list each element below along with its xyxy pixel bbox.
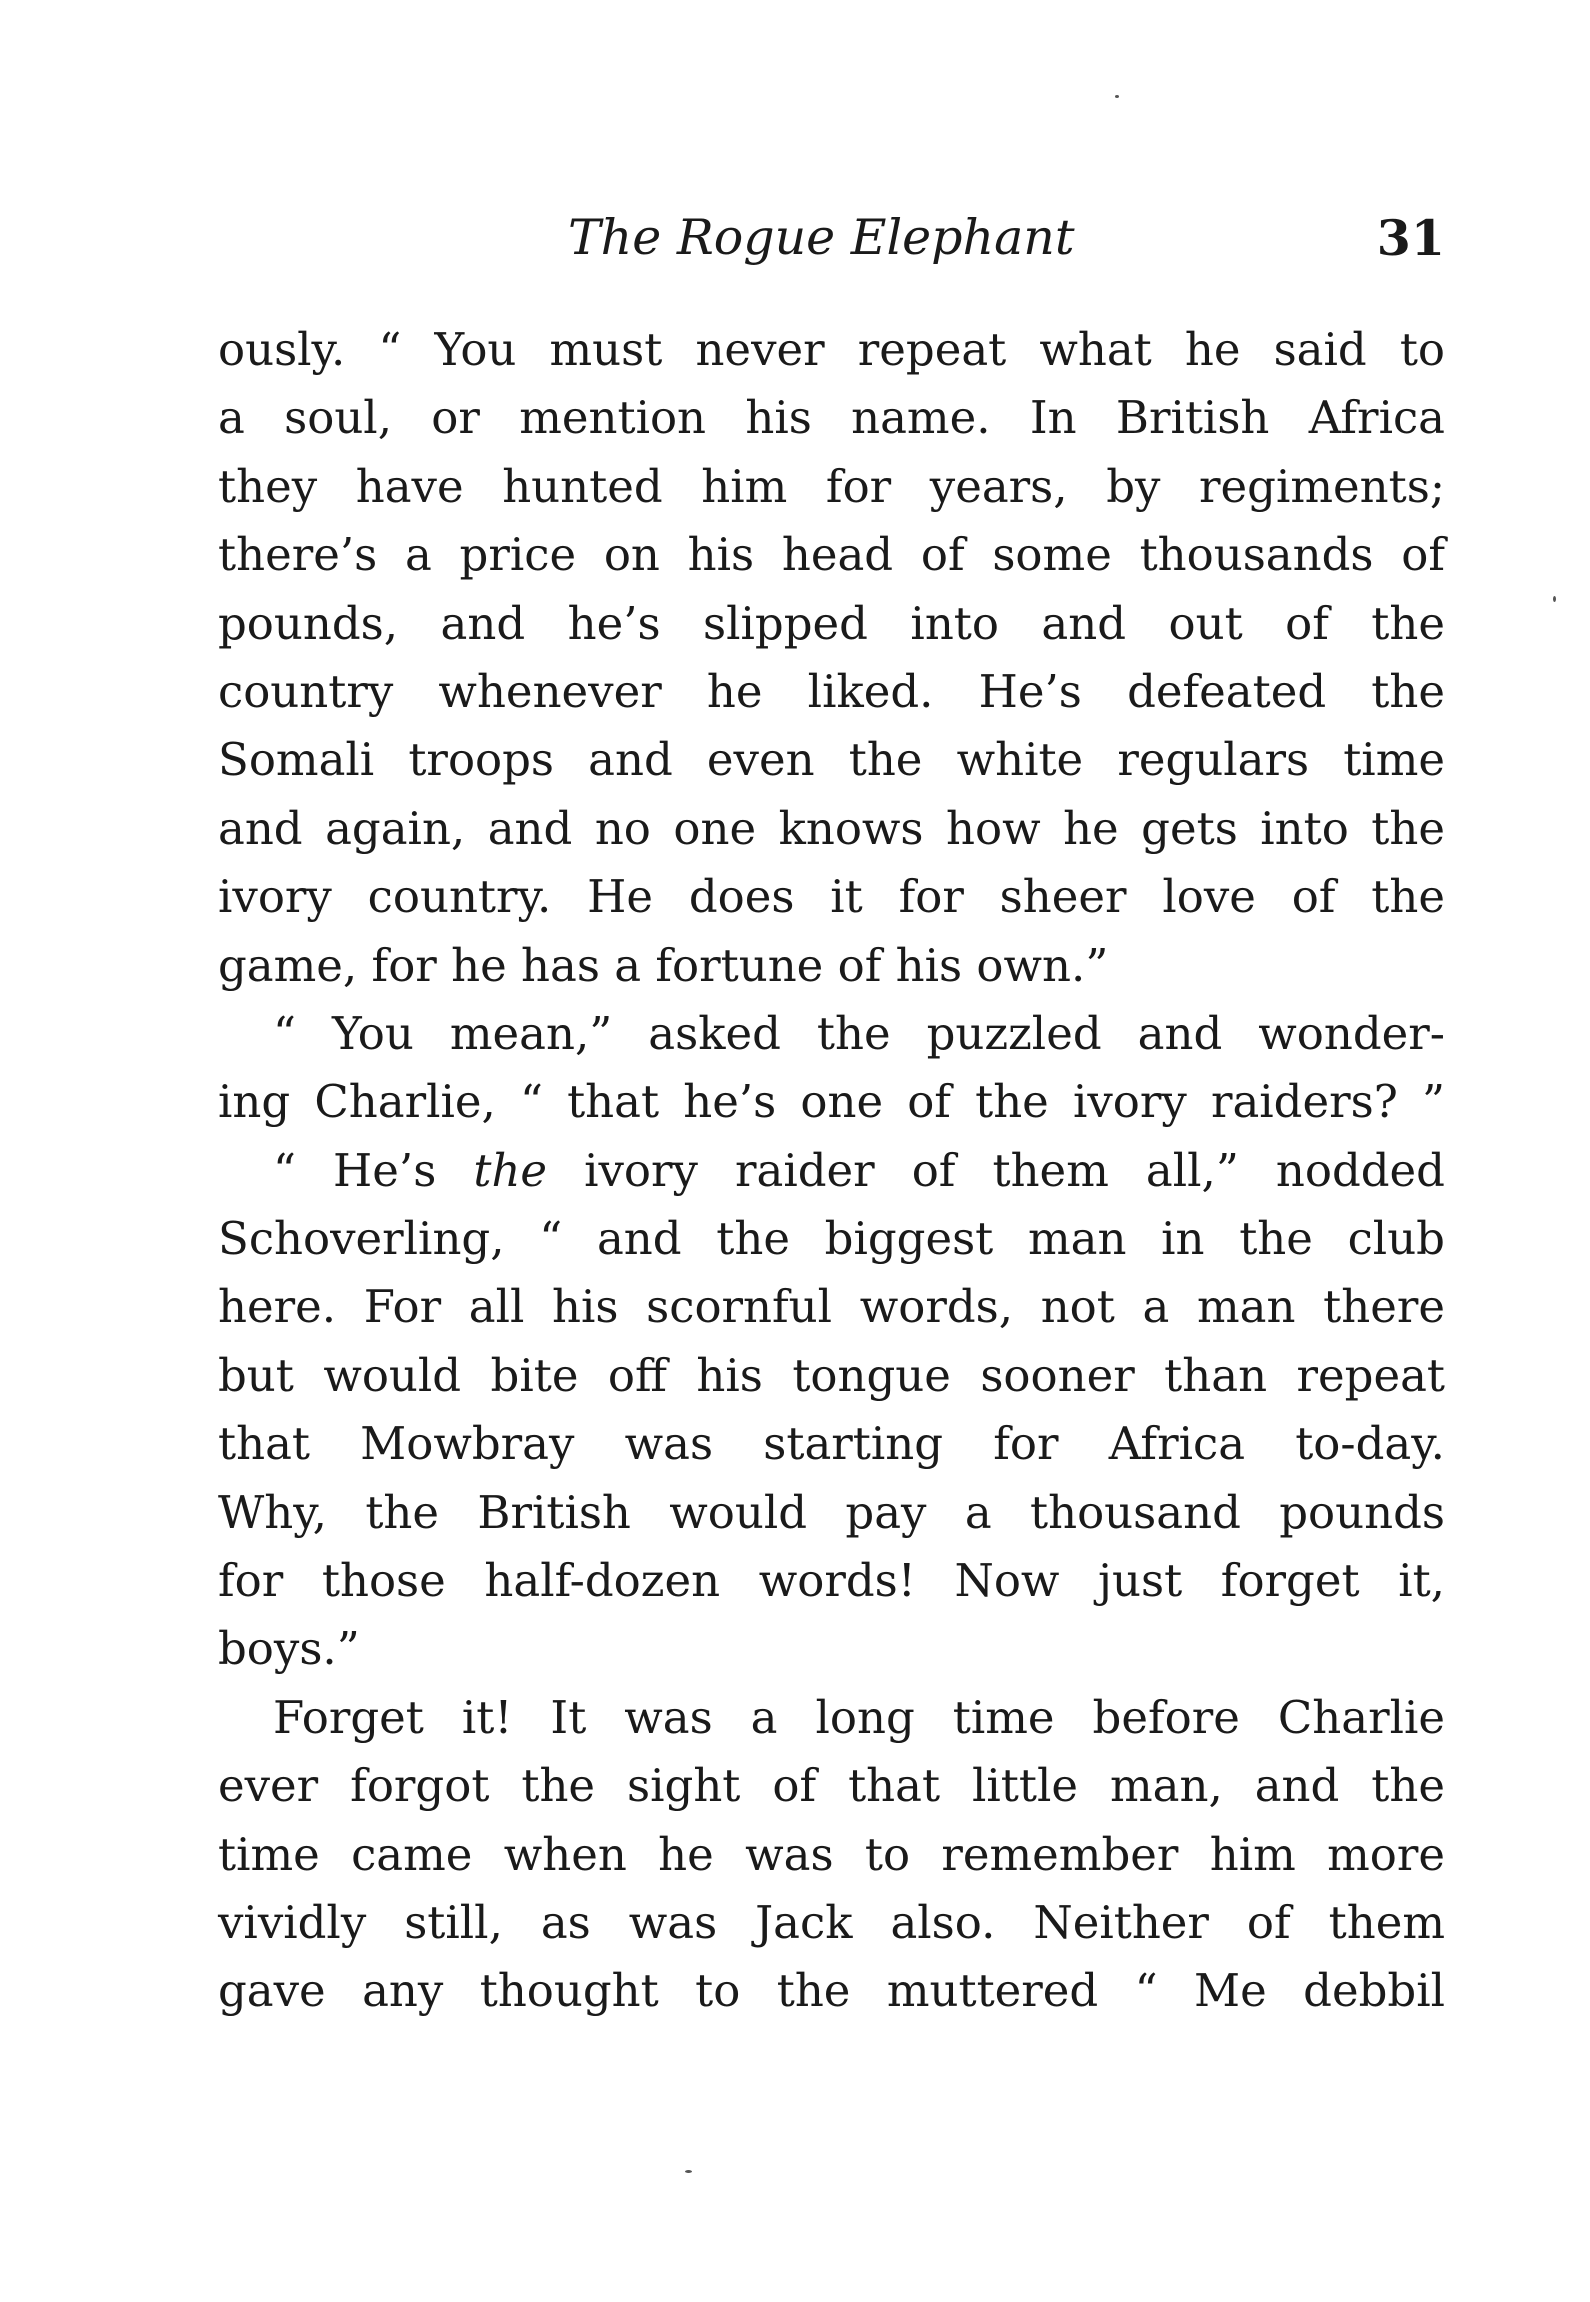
print-speck <box>685 2170 692 2173</box>
print-speck <box>1115 95 1119 98</box>
text-line: that Mowbray was starting for Africa to-day. <box>218 1417 1445 1471</box>
emphasized-word: the <box>473 1143 548 1197</box>
text-segment: ivory raider of them all,” nodded <box>547 1143 1445 1197</box>
text-line <box>218 1137 1445 1205</box>
page-number: 31 <box>1376 209 1445 267</box>
text-line: there’s a price on his head of some thousands of <box>218 528 1445 582</box>
running-title: The Rogue Elephant <box>568 209 1075 266</box>
text-line: pounds, and he’s slipped into and out of the <box>218 596 1445 650</box>
text-line: ever forgot the sight of that little man, and the <box>218 1759 1445 1813</box>
text-line: they have hunted him for years, by regiments; <box>218 459 1445 513</box>
text-line: country whenever he liked. He’s defeated the <box>218 664 1445 718</box>
text-line: ing Charlie, “ that he’s one of the ivory raiders? ” <box>218 1075 1445 1129</box>
text-line: “ You mean,” asked the puzzled and wonder- <box>273 1006 1445 1060</box>
text-line: game, for he has a fortune of his own.” <box>218 938 1109 992</box>
text-line: gave any thought to the muttered “ Me debbil <box>218 1964 1445 2018</box>
print-speck <box>1553 596 1556 602</box>
text-line: and again, and no one knows how he gets into the <box>218 801 1445 855</box>
text-line: a soul, or mention his name. In British Africa <box>218 391 1445 445</box>
text-line: ivory country. He does it for sheer love of the <box>218 870 1445 924</box>
text-line: here. For all his scornful words, not a man there <box>218 1280 1445 1334</box>
text-line: for those half-dozen words! Now just forget it, <box>218 1554 1445 1608</box>
text-line: vividly still, as was Jack also. Neither of them <box>218 1895 1445 1949</box>
text-line: boys.” <box>218 1622 360 1676</box>
text-line: Somali troops and even the white regulars time <box>218 733 1445 787</box>
text-line: ously. “ You must never repeat what he said to <box>218 323 1445 376</box>
text-line: time came when he was to remember him more <box>218 1827 1445 1881</box>
text-line: Schoverling, “ and the biggest man in the club <box>218 1212 1445 1266</box>
text-segment: “ He’s <box>273 1143 474 1197</box>
running-header <box>218 203 1445 273</box>
text-line: Why, the British would pay a thousand pounds <box>218 1485 1445 1539</box>
text-line: Forget it! It was a long time before Charlie <box>273 1690 1445 1744</box>
body-text <box>218 316 1445 2026</box>
text-line: but would bite off his tongue sooner than repeat <box>218 1348 1445 1402</box>
